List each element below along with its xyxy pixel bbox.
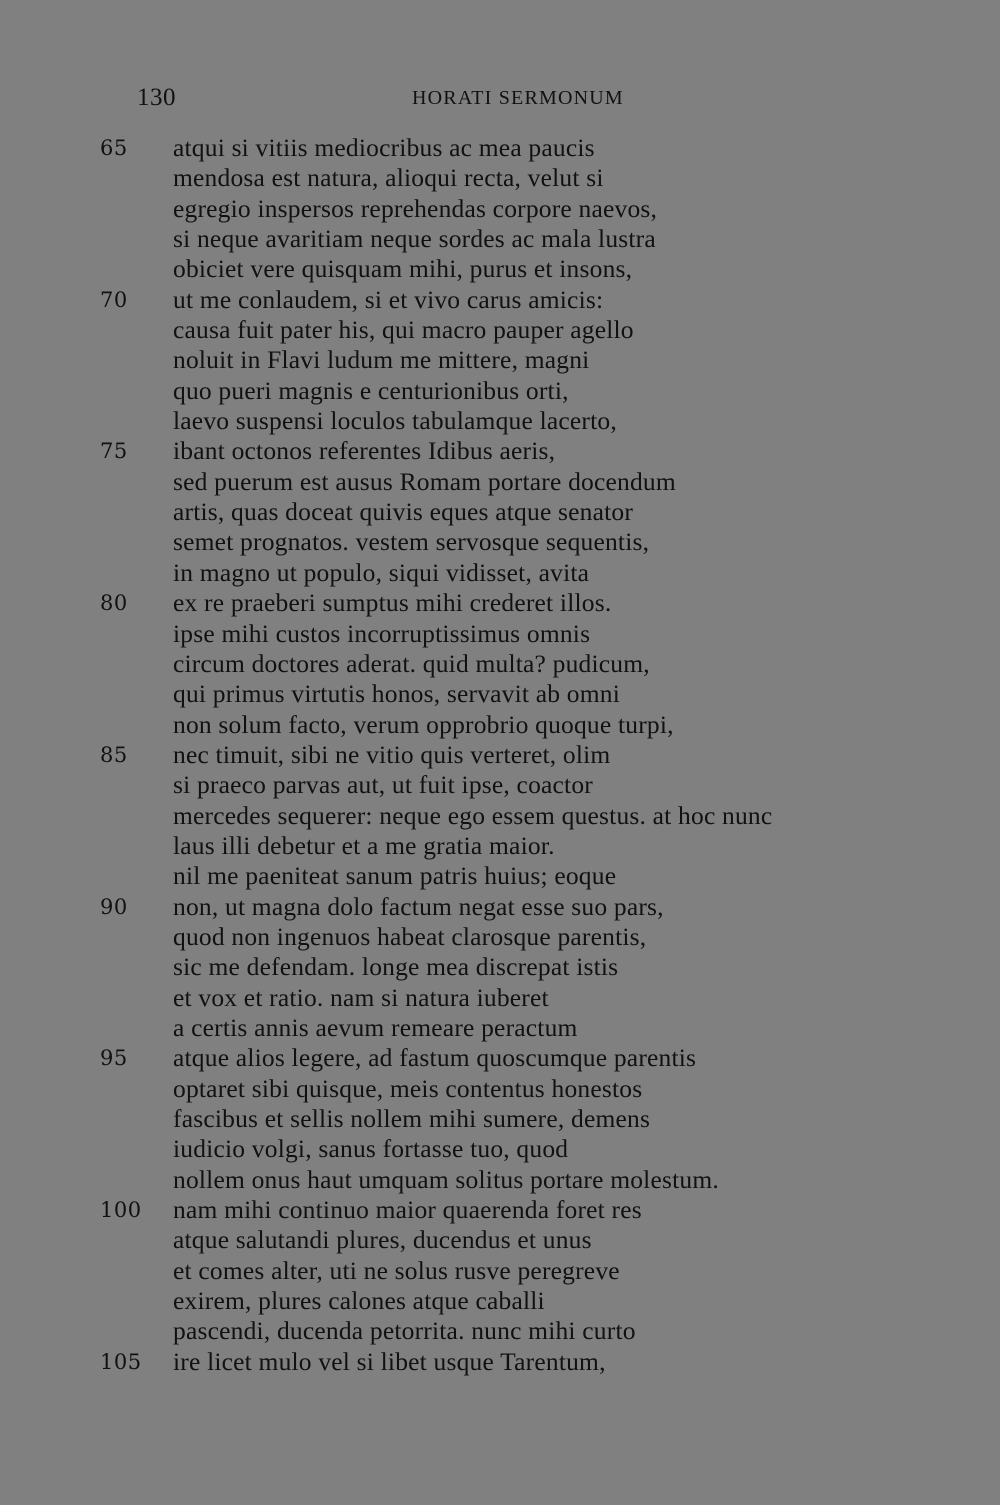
verse-line [0,619,1000,649]
verse-line [0,285,1000,315]
line-text: laevo suspensi loculos tabulamque lacerto, [173,406,617,436]
line-text: fascibus et sellis nollem mihi sumere, demens [173,1104,651,1133]
verse-line [0,1104,1000,1134]
verse-line [0,133,1000,163]
verse-line [0,892,1000,922]
line-text: in magno ut populo, siqui vidisset, avita [173,557,590,587]
line-text: sed puerum est ausus Romam portare docendum [173,466,676,496]
verse-line [0,922,1000,952]
verse-line [0,710,1000,740]
line-text: non solum facto, verum opprobrio quoque turpi, [173,709,674,739]
page-header [0,84,1000,116]
verse-line [0,588,1000,618]
verse-line [0,801,1000,831]
verse-line [0,1134,1000,1164]
verse-line [0,740,1000,770]
line-text: mendosa est natura, alioqui recta, velut si [173,163,604,193]
verse-line [0,1043,1000,1073]
line-number: 80 [100,591,128,616]
line-text: ibant octonos referentes Idibus aeris, [173,436,556,466]
line-text: laus illi debetur et a me gratia maior. [173,830,555,860]
line-text: semet prognatos. vestem servosque sequentis, [173,527,650,557]
verse-line [0,345,1000,375]
line-text: causa fuit pater his, qui macro pauper agello [173,315,634,345]
line-text: exirem, plures calones atque caballi [173,1286,545,1316]
verse-line [0,831,1000,861]
line-number: 70 [100,287,128,312]
verse-line [0,1316,1000,1346]
line-number: 75 [100,439,128,464]
line-text: sic me defendam. longe mea discrepat istis [173,952,619,982]
verse-line [0,952,1000,982]
line-text: atque alios legere, ad fastum quoscumque parentis [173,1043,697,1073]
line-text: si praeco parvas aut, ut fuit ipse, coactor [173,770,593,800]
line-text: egregio inspersos reprehendas corpore naevos, [173,193,658,223]
line-number: 85 [100,742,128,767]
line-text: nil me paeniteat sanum patris huius; eoque [173,861,617,891]
line-number: 100 [100,1198,142,1223]
line-text: pascendi, ducenda petorrita. nunc mihi curto [173,1316,636,1346]
verse-line [0,1225,1000,1255]
line-text: obiciet vere quisquam mihi, purus et insons, [173,254,633,284]
verse-line [0,1013,1000,1043]
line-text: quod non ingenuos habeat clarosque parentis, [173,921,647,951]
verse-block [0,133,1000,1377]
line-number: 95 [100,1046,128,1071]
running-title: HORATI SERMONUM [412,87,624,109]
verse-line [0,467,1000,497]
line-text: atque salutandi plures, ducendus et unus [173,1225,592,1255]
line-text: noluit in Flavi ludum me mittere, magni [173,345,590,375]
verse-line [0,406,1000,436]
verse-line [0,679,1000,709]
line-text: iudicio volgi, sanus fortasse tuo, quod [173,1134,569,1164]
line-text: a certis annis aevum remeare peractum [173,1012,578,1042]
line-text: et vox et ratio. nam si natura iuberet [173,982,549,1012]
verse-line [0,194,1000,224]
line-text: non, ut magna dolo factum negat esse suo pars, [173,891,664,921]
page-number: 130 [137,84,176,111]
line-text: et comes alter, uti ne solus rusve peregreve [173,1255,620,1285]
verse-line [0,1347,1000,1377]
line-text: quo pueri magnis e centurionibus orti, [173,375,569,405]
line-text: nam mihi continuo maior quaerenda foret res [173,1195,642,1225]
line-text: mercedes sequerer: neque ego essem questus. at hoc nunc [173,800,773,830]
line-text: artis, quas doceat quivis eques atque senator [173,497,634,527]
line-text: si neque avaritiam neque sordes ac mala lustra [173,224,656,254]
verse-line [0,497,1000,527]
verse-line [0,558,1000,588]
verse-line [0,254,1000,284]
verse-line [0,1286,1000,1316]
verse-line [0,1256,1000,1286]
line-text: qui primus virtutis honos, servavit ab omni [173,679,621,709]
line-text: atqui si vitiis mediocribus ac mea paucis [173,133,595,162]
line-number: 105 [100,1349,142,1374]
verse-line [0,1195,1000,1225]
verse-line [0,1074,1000,1104]
verse-line [0,527,1000,557]
verse-line [0,436,1000,466]
line-text: ipse mihi custos incorruptissimus omnis [173,618,591,648]
verse-line [0,649,1000,679]
verse-line [0,376,1000,406]
verse-line [0,163,1000,193]
verse-line [0,1165,1000,1195]
line-text: ut me conlaudem, si et vivo carus amicis: [173,284,604,314]
verse-line [0,983,1000,1013]
verse-line [0,861,1000,891]
verse-line [0,315,1000,345]
line-number: 65 [100,136,128,160]
verse-line [0,770,1000,800]
line-number: 90 [100,894,128,919]
line-text: optaret sibi quisque, meis contentus honestos [173,1073,643,1103]
line-text: nollem onus haut umquam solitus portare molestum. [173,1164,719,1194]
verse-line [0,224,1000,254]
line-text: ire licet mulo vel si libet usque Tarentum, [173,1346,606,1376]
line-text: circum doctores aderat. quid multa? pudicum, [173,648,650,678]
line-text: ex re praeberi sumptus mihi crederet illos. [173,588,612,618]
line-text: nec timuit, sibi ne vitio quis verteret, olim [173,739,611,769]
